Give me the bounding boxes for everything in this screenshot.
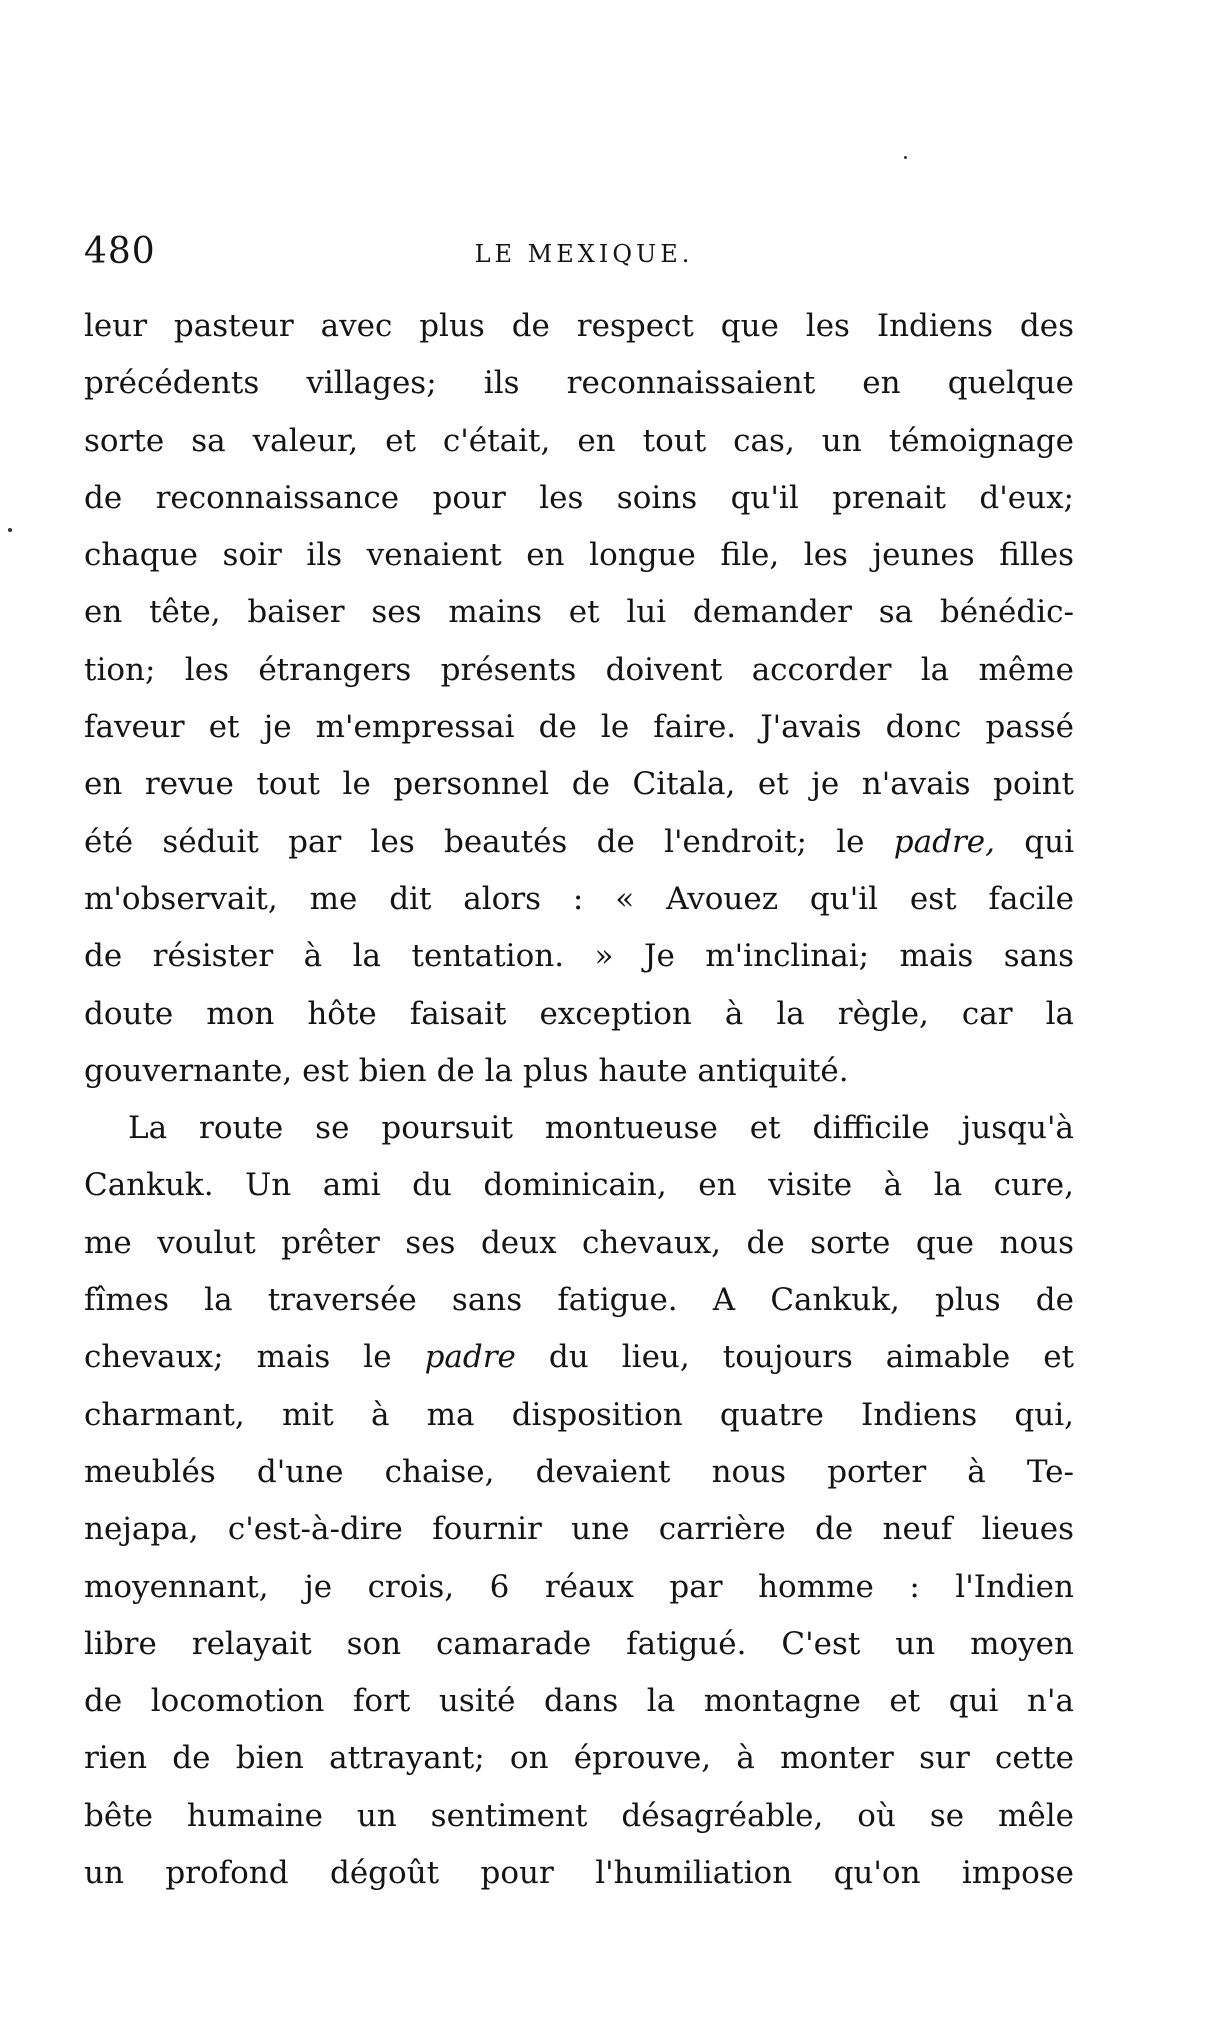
text-line: me voulut prêter ses deux chevaux, de sorte que nous (84, 1224, 1074, 1261)
text-line: en tête, baiser ses mains et lui demander sa bénédic- (84, 594, 1074, 631)
text-line: La route se poursuit montueuse et difficile jusqu'à (128, 1110, 1074, 1147)
text-line (84, 814, 1074, 871)
text-line: chaque soir ils venaient en longue file, les jeunes filles (84, 537, 1074, 574)
text-line: moyennant, je crois, 6 réaux par homme : l'Indien (84, 1568, 1074, 1605)
text-line: tion; les étrangers présents doivent accorder la même (84, 651, 1074, 688)
running-head: LE MEXIQUE. (474, 240, 694, 268)
text-line: sorte sa valeur, et c'était, en tout cas, un témoignage (84, 422, 1074, 459)
text-line: gouvernante, est bien de la plus haute antiquité. (84, 1052, 849, 1089)
text-span: du lieu, toujours aimable et (515, 1339, 1074, 1376)
text-line: de reconnaissance pour les soins qu'il prenait d'eux; (84, 479, 1074, 516)
text-line: faveur et je m'empressai de le faire. J'avais donc passé (84, 709, 1074, 746)
text-line: meublés d'une chaise, devaient nous porter à Te- (84, 1453, 1074, 1490)
text-line: libre relayait son camarade fatigué. C'est un moyen (84, 1625, 1074, 1662)
margin-speck (904, 156, 907, 159)
text-line: fîmes la traversée sans fatigue. A Cankuk, plus de (84, 1282, 1074, 1319)
text-line: en revue tout le personnel de Citala, et je n'avais point (84, 766, 1074, 803)
text-line: m'observait, me dit alors : « Avouez qu'il est facile (84, 880, 1074, 917)
text-line: leur pasteur avec plus de respect que les Indiens des (84, 308, 1074, 344)
text-span: été séduit par les beautés de l'endroit; le (84, 823, 865, 860)
page-number: 480 (84, 231, 156, 272)
page-header (84, 228, 1084, 276)
text-line: un profond dégoût pour l'humiliation qu'on impose (84, 1855, 1074, 1892)
text-line: bête humaine un sentiment désagréable, où se mêle (84, 1797, 1074, 1834)
text-span: chevaux; mais le (84, 1339, 392, 1376)
margin-speck (8, 528, 12, 532)
text-line: charmant, mit à ma disposition quatre Indiens qui, (84, 1396, 1074, 1433)
text-span: qui (995, 823, 1074, 860)
text-line: Cankuk. Un ami du dominicain, en visite à la cure, (84, 1167, 1074, 1204)
text-line: rien de bien attrayant; on éprouve, à monter sur cette (84, 1740, 1074, 1777)
italic-word: padre, (893, 823, 995, 860)
body-text (84, 298, 1074, 1902)
italic-word: padre (424, 1339, 516, 1376)
text-line: nejapa, c'est-à-dire fournir une carrière de neuf lieues (84, 1511, 1074, 1548)
text-line: de locomotion fort usité dans la montagne et qui n'a (84, 1683, 1074, 1720)
text-line: doute mon hôte faisait exception à la règle, car la (84, 995, 1074, 1032)
text-line (84, 1329, 1074, 1386)
text-line: précédents villages; ils reconnaissaient en quelque (84, 365, 1074, 402)
text-line: de résister à la tentation. » Je m'inclinai; mais sans (84, 938, 1074, 975)
